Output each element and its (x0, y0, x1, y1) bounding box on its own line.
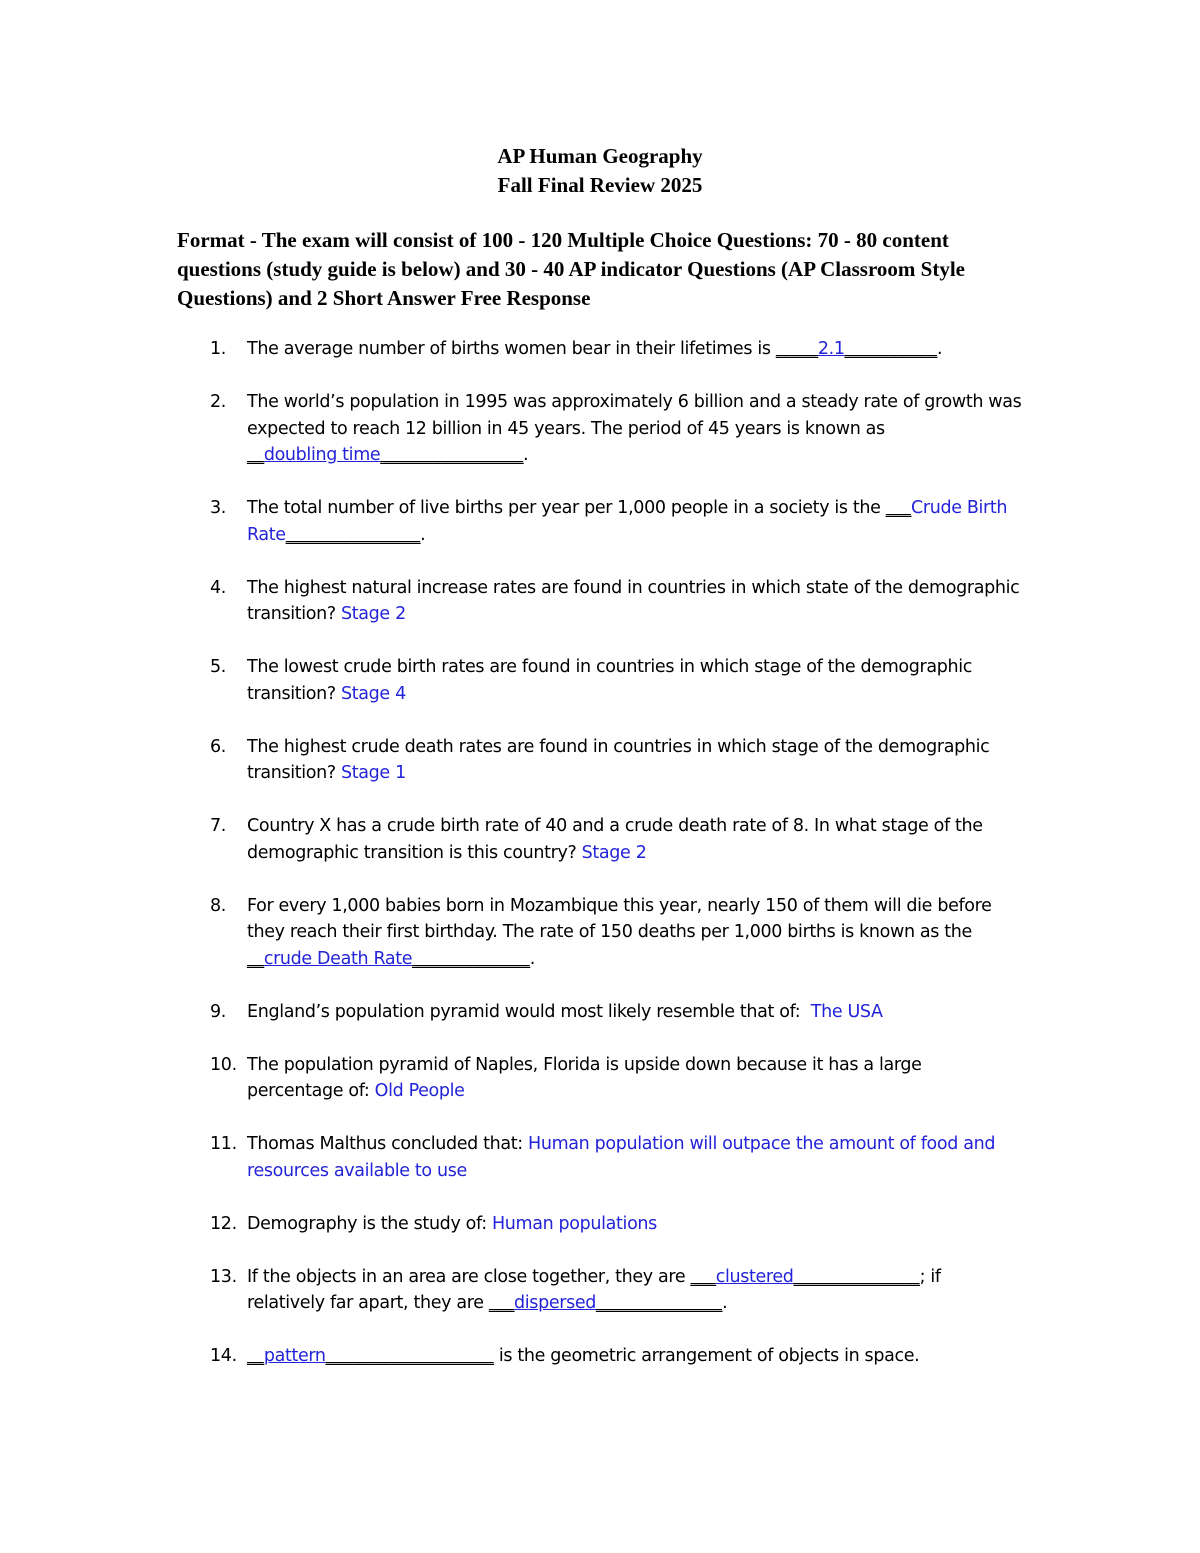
question-5 (0, 654, 1022, 707)
question-text: For every 1,000 babies born in Mozambique this year, nearly 150 of them will die before they reach their first birthday. The rate of 150 deaths per 1,000 births is known as the (247, 895, 992, 942)
question-text: England’s population pyramid would most likely resemble that of: (247, 1001, 811, 1022)
blank-line: _______________ (793, 1266, 920, 1287)
blank-line: ___ (690, 1266, 716, 1287)
blank-line: _______________ (596, 1293, 723, 1313)
blank-line: ____________________ (325, 1346, 494, 1366)
title-block (0, 142, 1200, 200)
answer-text: Stage 2 (341, 604, 406, 624)
question-number: 4. (210, 577, 226, 598)
question-end: . (529, 948, 535, 969)
question-number: 10. (210, 1054, 237, 1075)
question-9 (0, 999, 1022, 1026)
question-8 (0, 893, 1022, 973)
question-3 (0, 495, 1022, 548)
blank-line: ___ (488, 1293, 515, 1313)
question-number: 14. (210, 1346, 237, 1366)
question-10 (0, 1052, 1022, 1105)
question-text: The world’s population in 1995 was approximately 6 billion and a steady rate of growth was expected to reach 12 billion in 45 years. The period of 45 years is known as (247, 392, 1022, 439)
question-number: 11. (210, 1134, 237, 1154)
page-subtitle: Fall Final Review 2025 (497, 173, 703, 197)
blank-line: _____ (775, 339, 818, 359)
question-2 (0, 389, 1022, 469)
answer-text: clustered (715, 1266, 794, 1287)
question-text: The lowest crude birth rates are found in countries in which stage of the demographic transition? (247, 657, 973, 704)
question-text: If the objects in an area are close together, they are (247, 1266, 691, 1287)
question-6 (0, 734, 1022, 787)
answer-text: Crude Birth Rate (247, 498, 1008, 545)
question-number: 1. (210, 339, 226, 359)
question-list (0, 336, 1200, 1396)
question-13 (0, 1264, 1022, 1317)
blank-line: ___ (885, 498, 911, 518)
question-text: The average number of births women bear in their lifetimes is (247, 339, 776, 359)
page-title: AP Human Geography (497, 144, 703, 168)
blank-line: __ (247, 1346, 264, 1366)
question-text: Thomas Malthus concluded that: (247, 1134, 529, 1154)
question-text: The highest crude death rates are found in countries in which stage of the demographic transition? (247, 736, 990, 783)
blank-line: __ (247, 445, 264, 465)
answer-text: Human populations (491, 1213, 657, 1234)
answer-text: The USA (810, 1001, 883, 1022)
blank-line: __ (247, 948, 264, 969)
question-text: is the geometric arrangement of objects in space. (493, 1346, 920, 1366)
question-text: The population pyramid of Naples, Florida is upside down because it has a large percentage of: (247, 1054, 922, 1101)
answer-text: Stage 2 (581, 842, 647, 863)
question-14 (0, 1343, 1022, 1370)
question-number: 13. (210, 1266, 237, 1287)
answer-text: dispersed (514, 1293, 597, 1313)
answer-text: 2.1 (817, 339, 845, 359)
blank-line: ______________ (412, 948, 530, 969)
question-4 (0, 575, 1022, 628)
question-number: 9. (210, 1001, 226, 1022)
question-7 (0, 813, 1022, 866)
question-1 (0, 336, 1022, 363)
question-number: 7. (210, 816, 226, 836)
blank-line: ___________ (844, 339, 938, 359)
answer-text: Old People (374, 1081, 465, 1101)
answer-text: crude Death Rate (263, 948, 413, 969)
format-paragraph: Format - The exam will consist of 100 - 120 Multiple Choice Questions: 70 - 80 content questions (study guide is below) and 30 - 40 AP indicator Questions (AP Classroom Style Questions) and 2 Short Answer Free Response (177, 228, 965, 310)
question-number: 8. (210, 895, 226, 916)
question-end: . (420, 524, 426, 545)
answer-text: Stage 4 (341, 683, 406, 704)
question-text: Country X has a crude birth rate of 40 and a crude death rate of 8. In what stage of the demographic transition is this country? (247, 816, 983, 863)
blank-line: _________________ (380, 445, 524, 465)
question-text: The total number of live births per year per 1,000 people in a society is the (247, 498, 886, 518)
question-number: 3. (210, 498, 226, 518)
question-text: Demography is the study of: (247, 1213, 492, 1234)
question-number: 6. (210, 736, 226, 757)
question-number: 12. (210, 1213, 237, 1234)
question-11 (0, 1131, 1022, 1184)
question-end: . (722, 1293, 728, 1313)
question-end: . (523, 445, 529, 465)
answer-text: pattern (263, 1346, 326, 1366)
answer-text: Human population will outpace the amount of food and resources available to use (247, 1134, 996, 1181)
question-number: 5. (210, 657, 226, 677)
question-end: . (937, 339, 943, 359)
answer-text: doubling time (263, 445, 381, 465)
question-text: The highest natural increase rates are found in countries in which state of the demographic transition? (247, 577, 1020, 624)
question-12 (0, 1211, 1022, 1238)
question-number: 2. (210, 392, 226, 412)
blank-line: ________________ (285, 524, 421, 545)
question-text: ; if relatively far apart, they are (247, 1266, 941, 1313)
answer-text: Stage 1 (341, 763, 406, 783)
